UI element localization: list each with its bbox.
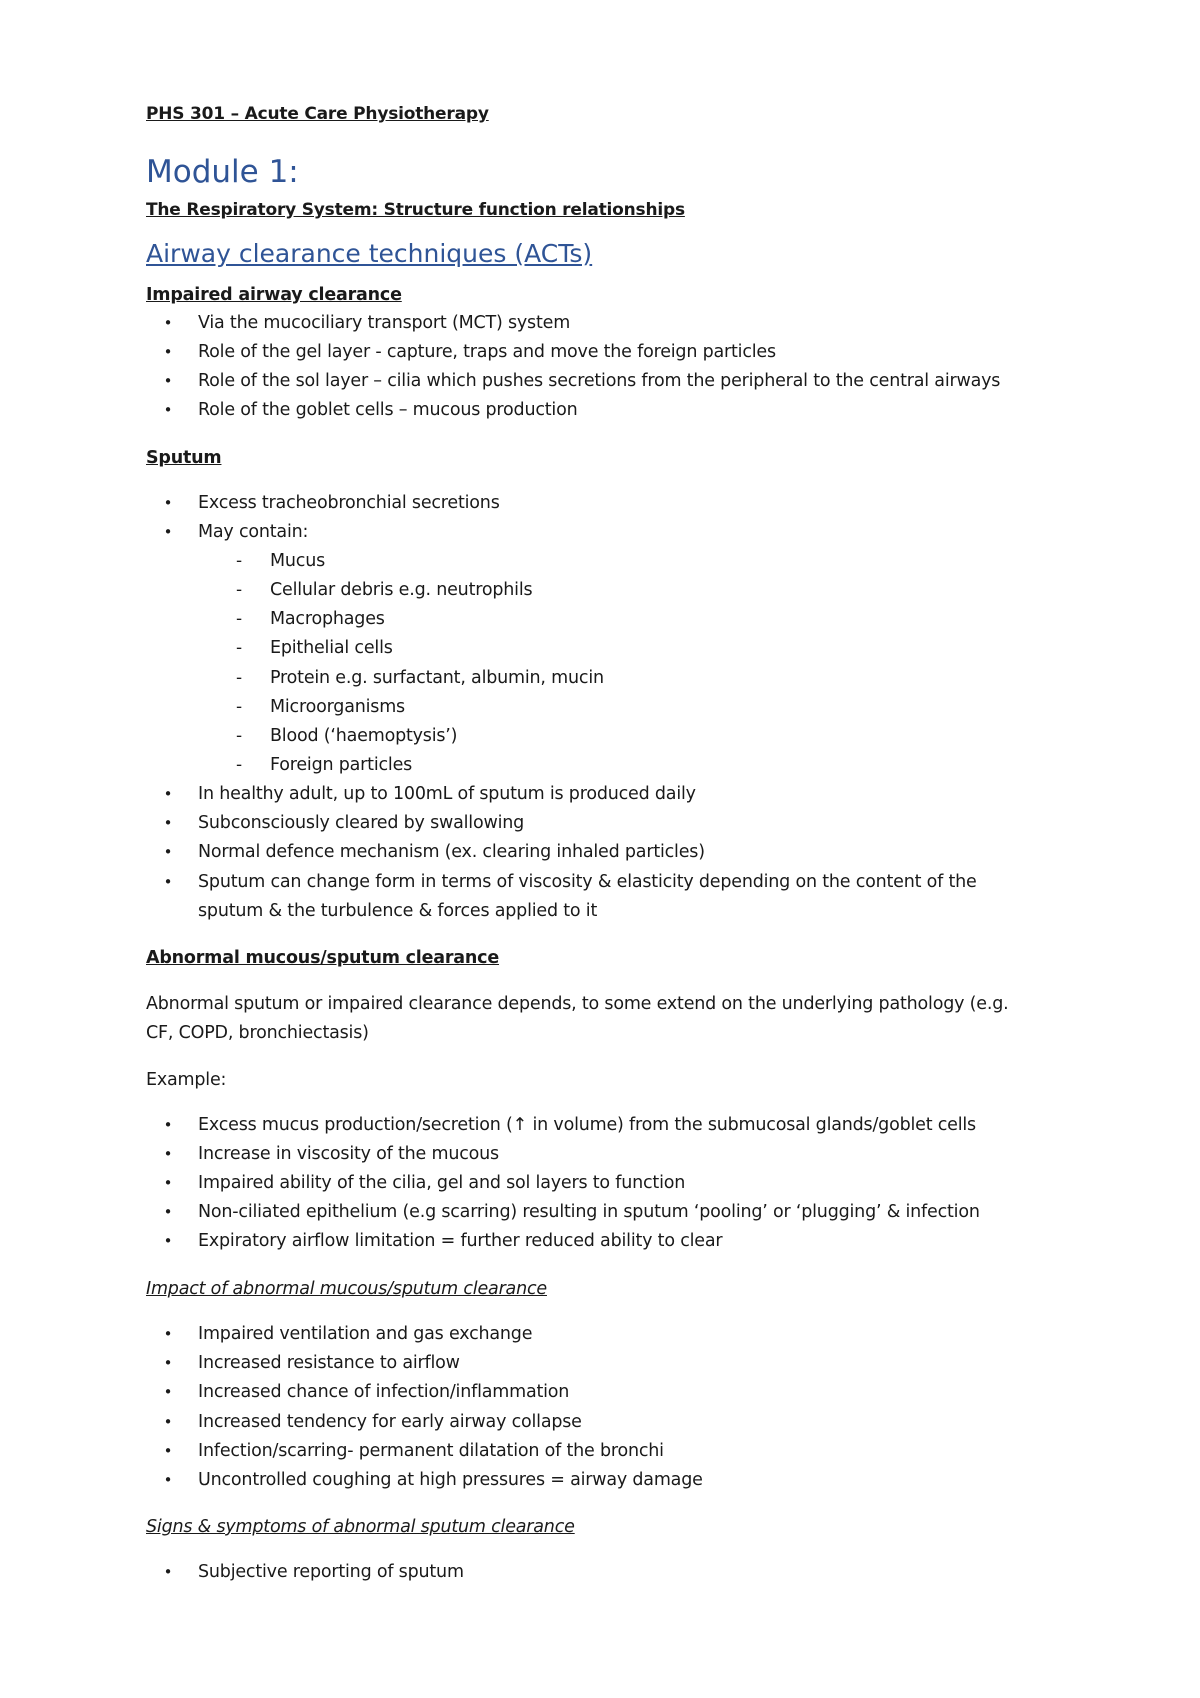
impaired-item: Role of the goblet cells – mucous production [198, 400, 578, 420]
signs-heading: Signs & symptoms of abnormal sputum clearance [146, 1517, 575, 1537]
sputum-item: Normal defence mechanism (ex. clearing inhaled particles) [198, 842, 705, 862]
bullet-icon: • [163, 372, 173, 390]
bullet-icon: • [163, 873, 173, 891]
bullet-icon: • [163, 1325, 173, 1343]
topic-title: The Respiratory System: Structure function relationships [146, 200, 685, 220]
dash-icon: - [236, 609, 243, 629]
bullet-icon: • [163, 401, 173, 419]
dash-icon: - [236, 668, 243, 688]
bullet-icon: • [163, 1354, 173, 1372]
bullet-icon: • [163, 785, 173, 803]
abnormal-item: Impaired ability of the cilia, gel and sol layers to function [198, 1173, 686, 1193]
sputum-content-item: Blood (‘haemoptysis’) [270, 726, 458, 746]
impaired-item: Via the mucociliary transport (MCT) system [198, 313, 571, 333]
bullet-icon: • [163, 1203, 173, 1221]
sputum-content-item: Protein e.g. surfactant, albumin, mucin [270, 668, 604, 688]
sputum-content-item: Foreign particles [270, 755, 413, 775]
abnormal-item: Expiratory airflow limitation = further reduced ability to clear [198, 1231, 723, 1251]
sputum-content-item: Macrophages [270, 609, 385, 629]
sputum-content-item: Microorganisms [270, 697, 405, 717]
impact-item: Increased resistance to airflow [198, 1353, 460, 1373]
sputum-item-continued: sputum & the turbulence & forces applied to it [198, 901, 598, 921]
dash-icon: - [236, 755, 243, 775]
bullet-icon: • [163, 343, 173, 361]
dash-icon: - [236, 638, 243, 658]
bullet-icon: • [163, 1116, 173, 1134]
bullet-icon: • [163, 1145, 173, 1163]
sputum-item: Subconsciously cleared by swallowing [198, 813, 525, 833]
impact-item: Uncontrolled coughing at high pressures = airway damage [198, 1470, 703, 1490]
course-title: PHS 301 – Acute Care Physiotherapy [146, 104, 489, 124]
acts-heading: Airway clearance techniques (ACTs) [146, 239, 593, 268]
bullet-icon: • [163, 1471, 173, 1489]
impact-item: Increased chance of infection/inflammation [198, 1382, 570, 1402]
sputum-item: Sputum can change form in terms of viscosity & elasticity depending on the content of the [198, 872, 977, 892]
abnormal-item: Increase in viscosity of the mucous [198, 1144, 499, 1164]
bullet-icon: • [163, 494, 173, 512]
bullet-icon: • [163, 1383, 173, 1401]
abnormal-item: Non-ciliated epithelium (e.g scarring) resulting in sputum ‘pooling’ or ‘plugging’ & infection [198, 1202, 980, 1222]
impaired-item: Role of the sol layer – cilia which pushes secretions from the peripheral to the central airways [198, 371, 1001, 391]
sputum-content-item: Mucus [270, 551, 326, 571]
bullet-icon: • [163, 1413, 173, 1431]
sputum-heading: Sputum [146, 448, 222, 468]
bullet-icon: • [163, 523, 173, 541]
sputum-item: Excess tracheobronchial secretions [198, 493, 500, 513]
abnormal-paragraph: Abnormal sputum or impaired clearance depends, to some extend on the underlying pathology (e.g. [146, 994, 1009, 1014]
bullet-icon: • [163, 843, 173, 861]
impact-heading: Impact of abnormal mucous/sputum clearance [146, 1279, 547, 1299]
bullet-icon: • [163, 1174, 173, 1192]
dash-icon: - [236, 580, 243, 600]
abnormal-heading: Abnormal mucous/sputum clearance [146, 948, 500, 968]
impact-item: Increased tendency for early airway collapse [198, 1412, 582, 1432]
abnormal-paragraph-continued: CF, COPD, bronchiectasis) [146, 1023, 369, 1043]
impact-item: Infection/scarring- permanent dilatation of the bronchi [198, 1441, 664, 1461]
example-label: Example: [146, 1070, 227, 1090]
bullet-icon: • [163, 814, 173, 832]
sputum-content-item: Cellular debris e.g. neutrophils [270, 580, 533, 600]
dash-icon: - [236, 726, 243, 746]
signs-item: Subjective reporting of sputum [198, 1562, 464, 1582]
dash-icon: - [236, 697, 243, 717]
bullet-icon: • [163, 1232, 173, 1250]
bullet-icon: • [163, 1442, 173, 1460]
impact-item: Impaired ventilation and gas exchange [198, 1324, 533, 1344]
bullet-icon: • [163, 1563, 173, 1581]
bullet-icon: • [163, 314, 173, 332]
sputum-content-item: Epithelial cells [270, 638, 393, 658]
module-title: Module 1: [146, 154, 299, 190]
abnormal-item: Excess mucus production/secretion (↑ in volume) from the submucosal glands/goblet cells [198, 1115, 976, 1135]
impaired-item: Role of the gel layer - capture, traps and move the foreign particles [198, 342, 776, 362]
impaired-heading: Impaired airway clearance [146, 285, 402, 305]
sputum-item: In healthy adult, up to 100mL of sputum is produced daily [198, 784, 696, 804]
sputum-item: May contain: [198, 522, 309, 542]
dash-icon: - [236, 551, 243, 571]
